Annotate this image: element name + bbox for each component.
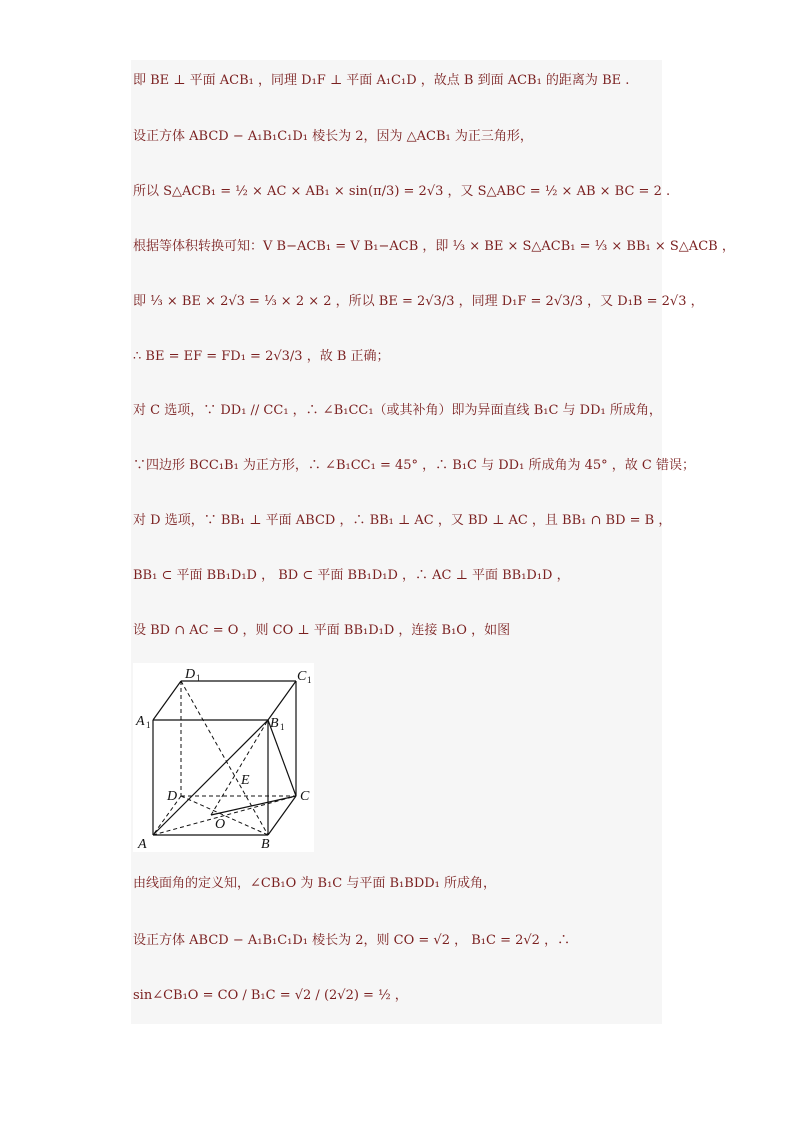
text-line: 即 BE ⊥ 平面 ACB₁ ，同理 D₁F ⊥ 平面 A₁C₁D ，故点 B 到面 ACB₁ 的距离为 BE . (133, 73, 630, 88)
text-line: 对 D 选项，∵ BB₁ ⊥ 平面 ABCD ，∴ BB₁ ⊥ AC ，又 BD ⊥ AC ，且 BB₁ ∩ BD = B ， (133, 513, 672, 528)
subscript: 1 (146, 720, 151, 730)
vertex-label-D1: D (185, 667, 196, 682)
text-line: 设 BD ∩ AC = O ，则 CO ⊥ 平面 BB₁D₁D ，连接 B₁O ，如图 (133, 623, 511, 638)
cube-figure (133, 663, 314, 852)
text-line: ∴ BE = EF = FD₁ = 2√3/3 ，故 B 正确； (133, 349, 390, 364)
vertex-label-A1: A (136, 714, 145, 729)
text-line: 对 C 选项，∵ DD₁ // CC₁ ，∴ ∠B₁CC₁（或其补角）即为异面直线 B₁C 与 DD₁ 所成角， (133, 403, 662, 418)
vertex-label-B: B (261, 837, 270, 852)
subscript: 1 (307, 675, 312, 685)
text-line: 即 ⅓ × BE × 2√3 = ⅓ × 2 × 2 ，所以 BE = 2√3/3 ，同理 D₁F = 2√3/3 ，又 D₁B = 2√3 ， (133, 294, 704, 309)
text-line: sin∠CB₁O = CO / B₁C = √2 / (2√2) = ½ ， (133, 988, 408, 1003)
text-line: BB₁ ⊂ 平面 BB₁D₁D ， BD ⊂ 平面 BB₁D₁D ，∴ AC ⊥ 平面 BB₁D₁D ， (133, 568, 570, 583)
vertex-label-C: C (300, 789, 310, 804)
vertex-label-C1: C (297, 669, 307, 684)
text-line: 设正方体 ABCD − A₁B₁C₁D₁ 棱长为 2，则 CO = √2 ， B₁C = 2√2 ，∴ (133, 933, 571, 948)
text-line: 根据等体积转换可知：V B−ACB₁ = V B₁−ACB ，即 ⅓ × BE × S△ACB₁ = ⅓ × BB₁ × S△ACB ， (133, 239, 735, 254)
text-line: ∵四边形 BCC₁B₁ 为正方形，∴ ∠B₁CC₁ = 45° ，∴ B₁C 与 DD₁ 所成角为 45° ，故 C 错误； (133, 458, 695, 473)
vertex-label-D: D (167, 789, 178, 804)
point-label-O: O (215, 817, 226, 832)
vertex-label-B1: B (270, 716, 279, 731)
cube-diagram (133, 663, 314, 852)
subscript: 1 (280, 722, 285, 732)
vertex-label-A: A (138, 837, 147, 852)
text-line: 设正方体 ABCD − A₁B₁C₁D₁ 棱长为 2，因为 △ACB₁ 为正三角形， (133, 129, 533, 144)
subscript: 1 (196, 673, 201, 683)
point-label-E: E (241, 773, 250, 788)
text-line: 由线面角的定义知，∠CB₁O 为 B₁C 与平面 B₁BDD₁ 所成角， (133, 876, 497, 891)
text-line: 所以 S△ACB₁ = ½ × AC × AB₁ × sin(π/3) = 2√3 ，又 S△ABC = ½ × AB × BC = 2 . (133, 184, 671, 199)
